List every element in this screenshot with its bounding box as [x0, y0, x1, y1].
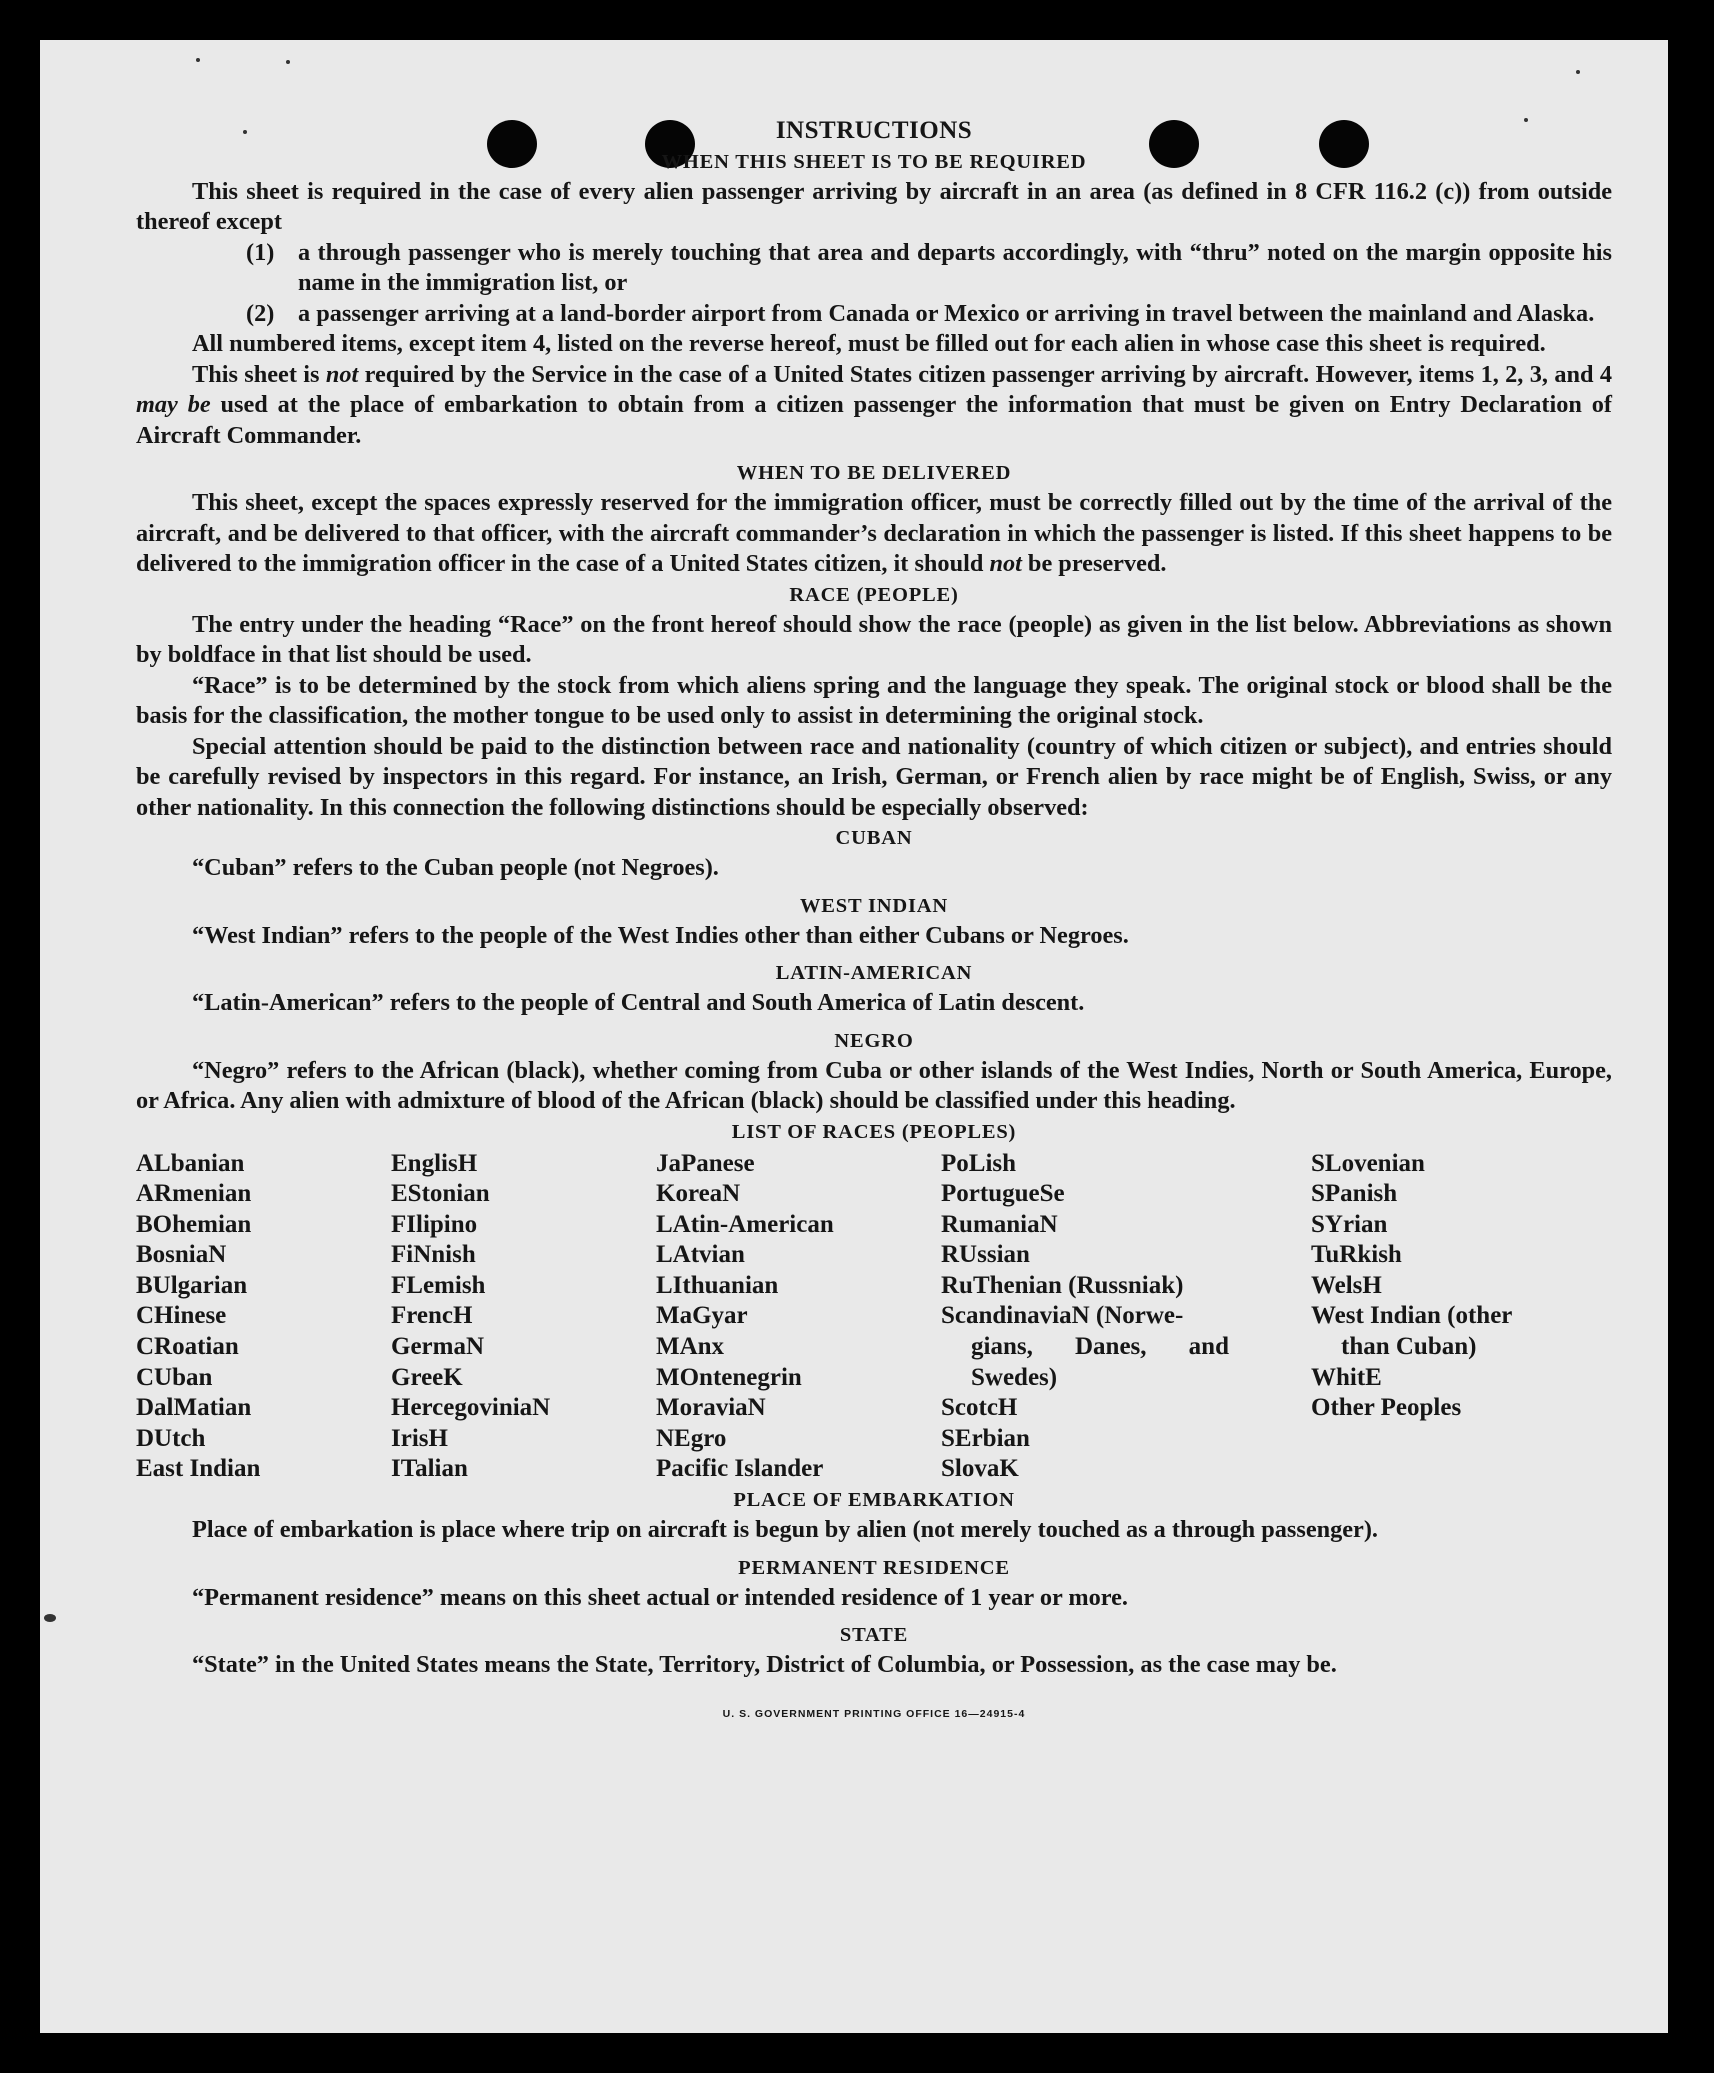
- section-heading-west-indian: WEST INDIAN: [800, 894, 948, 917]
- race-entry: TuRkish: [1311, 1241, 1402, 1269]
- race-entry: NEgro: [656, 1424, 727, 1452]
- race-entry: JaPanese: [656, 1149, 755, 1177]
- paragraph: “State” in the United States means the State, Territory, District of Columbia, or Possession, as the case may be.: [192, 1651, 1337, 1679]
- paragraph: “Negro” refers to the African (black), whether coming from Cuba or other islands of the West Indies, North or South America, Europe, or Africa. Any alien with admixture of blood of the African (black) should be classified under this heading.: [136, 1056, 1612, 1114]
- list-item: [136, 238, 1612, 299]
- paragraph: “Permanent residence” means on this sheet actual or intended residence of 1 year or more.: [192, 1583, 1128, 1611]
- race-entry: GreeK: [391, 1363, 463, 1391]
- race-entry: CRoatian: [136, 1333, 239, 1361]
- section-heading-required: WHEN THIS SHEET IS TO BE REQUIRED: [661, 150, 1087, 173]
- paragraph: Special attention should be paid to the distinction between race and nationality (country of which citizen or subject), and entries should be carefully revised by inspectors in this regard. For instance, an Irish, German, or French alien by race might be of English, Swiss, or any other nationality. In this connection the following distinctions should be especially observed:: [136, 732, 1612, 821]
- race-entry: DalMatian: [136, 1394, 252, 1422]
- race-entry: WelsH: [1311, 1271, 1382, 1299]
- section-heading-state: STATE: [839, 1624, 909, 1647]
- speck: [1576, 70, 1580, 74]
- race-entry: EStonian: [391, 1180, 490, 1208]
- race-entry: SlovaK: [941, 1455, 1019, 1483]
- race-entry: MoraviaN: [656, 1394, 766, 1422]
- section-heading-list-of-races: LIST OF RACES (PEOPLES): [731, 1120, 1017, 1143]
- race-entry: SLovenian: [1311, 1149, 1425, 1177]
- race-entry-continuation: [941, 1332, 1229, 1363]
- paragraph: Place of embarkation is place where trip on aircraft is begun by alien (not merely touched as a through passenger).: [192, 1516, 1378, 1544]
- race-entry: MaGyar: [656, 1302, 748, 1330]
- paragraph: All numbered items, except item 4, listed on the reverse hereof, must be filled out for each alien in whose case this sheet is required.: [192, 330, 1546, 357]
- races-column: [391, 1149, 656, 1486]
- list-item: [136, 299, 1612, 330]
- race-entry: FiNnish: [391, 1241, 476, 1269]
- item-number: (1): [246, 238, 275, 266]
- races-column: [136, 1149, 391, 1486]
- race-entry: RUssian: [941, 1241, 1030, 1269]
- race-entry: DUtch: [136, 1424, 206, 1452]
- item-number: (2): [246, 299, 275, 327]
- races-column: [656, 1149, 941, 1486]
- race-entry: RumaniaN: [941, 1210, 1058, 1238]
- race-entry: PoLish: [941, 1149, 1017, 1177]
- text-run: required by the Service in the case of a United States citizen passenger arriving by aircraft. However, items 1, 2, 3, and 4: [358, 360, 1613, 388]
- race-entry: FIlipino: [391, 1210, 478, 1238]
- paragraph: This sheet is required in the case of every alien passenger arriving by aircraft in an area (as defined in 8 CFR 116.2 (c)) from outside thereof except: [136, 177, 1612, 235]
- race-entry: Pacific Islander: [656, 1455, 824, 1483]
- paragraph: “West Indian” refers to the people of the West Indies other than either Cubans or Negroes.: [192, 921, 1129, 949]
- race-entry: MAnx: [656, 1333, 725, 1361]
- race-entry: ALbanian: [136, 1149, 245, 1177]
- race-entry: LAtin-American: [656, 1210, 834, 1238]
- section-heading-race: RACE (PEOPLE): [789, 583, 959, 606]
- continuation-word: Danes,: [1074, 1333, 1147, 1361]
- speck: [286, 60, 290, 64]
- race-entry: LAtvian: [656, 1241, 745, 1269]
- races-column: [941, 1149, 1311, 1486]
- races-column: [1311, 1149, 1611, 1486]
- italic-text: may be: [136, 391, 211, 418]
- race-entry: BosniaN: [136, 1241, 227, 1269]
- race-entry: SYrian: [1311, 1210, 1388, 1238]
- text-run: be preserved.: [1021, 550, 1167, 577]
- race-entry: ScandinaviaN (Norwe-: [941, 1302, 1184, 1330]
- race-entry: FrencH: [391, 1302, 473, 1330]
- race-entry: BOhemian: [136, 1210, 252, 1238]
- section-heading-negro: NEGRO: [834, 1029, 914, 1052]
- race-entry: HercegoviniaN: [391, 1394, 551, 1422]
- paragraph: “Latin-American” refers to the people of Central and South America of Latin descent.: [192, 989, 1085, 1016]
- race-entry: BUlgarian: [136, 1271, 248, 1299]
- race-entry: FLemish: [391, 1271, 486, 1299]
- race-entry: EnglisH: [391, 1149, 478, 1177]
- speck: [196, 58, 200, 62]
- race-entry: Other Peoples: [1311, 1394, 1462, 1422]
- paragraph: [136, 488, 1612, 580]
- paragraph: “Cuban” refers to the Cuban people (not Negroes).: [192, 854, 719, 881]
- document-page: [40, 40, 1668, 2033]
- printer-imprint: U. S. GOVERNMENT PRINTING OFFICE 16—24915-4: [722, 1707, 1026, 1720]
- text-run: This sheet, except the spaces expressly reserved for the immigration officer, must be correctly filled out by the time of the arrival of the aircraft, and be delivered to that officer, with the aircraft commander’s declaration in which the passenger is listed. If this sheet happens to be delivered to the immigration officer in the case of a United States citizen, it should: [136, 489, 1612, 577]
- section-heading-delivered: WHEN TO BE DELIVERED: [736, 462, 1012, 484]
- section-heading-embarkation: PLACE OF EMBARKATION: [733, 1489, 1015, 1512]
- text-run: This sheet is: [192, 360, 326, 388]
- race-entry: CHinese: [136, 1302, 227, 1330]
- speck: [44, 1614, 56, 1622]
- document-body: [136, 116, 1612, 1729]
- race-entry: LIthuanian: [656, 1271, 779, 1299]
- section-heading-residence: PERMANENT RESIDENCE: [738, 1556, 1010, 1579]
- races-list: [136, 1149, 1612, 1486]
- race-entry: East Indian: [136, 1455, 261, 1483]
- race-entry: PortugueSe: [941, 1180, 1065, 1208]
- race-entry-continuation: than Cuban): [1341, 1333, 1477, 1361]
- race-entry-continuation: Swedes): [971, 1363, 1058, 1391]
- race-entry: ARmenian: [136, 1180, 252, 1208]
- race-entry: GermaN: [391, 1333, 485, 1361]
- continuation-word: gians,: [971, 1333, 1033, 1361]
- race-entry: RuThenian (Russniak): [941, 1271, 1184, 1299]
- race-entry: West Indian (other: [1311, 1302, 1513, 1330]
- race-entry: MOntenegrin: [656, 1363, 802, 1391]
- item-text: a passenger arriving at a land-border airport from Canada or Mexico or arriving in travel between the mainland and Alaska.: [298, 299, 1595, 327]
- paragraph: The entry under the heading “Race” on the front hereof should show the race (people) as given in the list below. Abbreviations as shown by boldface in that list should be used.: [136, 610, 1612, 668]
- race-entry: ScotcH: [941, 1394, 1018, 1422]
- section-heading-latin-american: LATIN-AMERICAN: [775, 962, 973, 984]
- race-entry: CUban: [136, 1363, 213, 1391]
- race-entry: SPanish: [1311, 1180, 1398, 1208]
- paragraph: “Race” is to be determined by the stock from which aliens spring and the language they speak. The original stock or blood shall be the basis for the classification, the mother tongue to be used only to assist in determining the original stock.: [136, 671, 1612, 729]
- race-entry: ITalian: [391, 1455, 468, 1483]
- item-text: a through passenger who is merely touching that area and departs accordingly, with “thru” noted on the margin opposite his name in the immigration list, or: [298, 238, 1612, 296]
- continuation-word: and: [1188, 1333, 1229, 1361]
- race-entry: KoreaN: [656, 1180, 741, 1208]
- italic-text: not: [325, 360, 359, 388]
- page-title: INSTRUCTIONS: [775, 117, 973, 144]
- race-entry: SErbian: [941, 1424, 1030, 1452]
- text-run: used at the place of embarkation to obtain from a citizen passenger the information that must be given on Entry Declaration of Aircraft Commander.: [136, 391, 1612, 449]
- italic-text: not: [989, 550, 1022, 577]
- race-entry: IrisH: [391, 1424, 448, 1452]
- race-entry: WhitE: [1311, 1363, 1382, 1391]
- paragraph: [136, 360, 1612, 452]
- section-heading-cuban: CUBAN: [835, 827, 913, 849]
